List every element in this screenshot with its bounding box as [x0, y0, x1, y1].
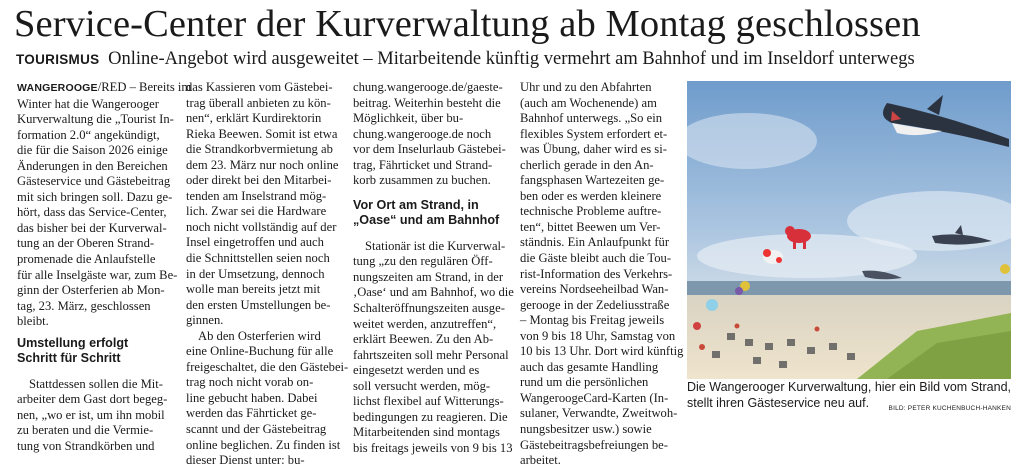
text-line: ben oder es werden kleinere — [520, 188, 662, 203]
text-line: lichst flexibel auf Witterungs- — [353, 394, 504, 409]
text-line: tung an der Oberen Strand- — [17, 236, 155, 251]
text-line — [17, 80, 192, 97]
text-line: (auch am Wochenende) am — [520, 95, 657, 110]
text-line: Mitarbeitenden sind montags — [353, 425, 500, 440]
text-line: tenden am Inselstrand mög- — [186, 188, 327, 203]
text-line: rist-Information des Verkehrs- — [520, 266, 673, 281]
text-line: fahrtszeiten soll mehr Personal — [353, 347, 509, 362]
text-line: gerooge in der Zedeliusstraße — [520, 297, 670, 312]
text-line: die für die Saison 2026 einige — [17, 143, 168, 158]
text-line: dieser Dienst unter: bu- — [186, 453, 305, 468]
text-line: lich. Zwar sei die Hardware — [186, 204, 327, 219]
text-line: ‚Oase‘ und am Bahnhof, wo die — [353, 285, 514, 300]
text-line: chung.wangerooge.de noch — [353, 126, 492, 141]
text-line: wolle man bereits jetzt mit — [186, 282, 321, 297]
text-line: Ab den Osterferien wird — [198, 328, 321, 343]
text-line: nungszeiten am Strand, in der — [353, 269, 504, 284]
text-line: flexibles System erfordert et- — [520, 126, 668, 141]
text-line: bleibt. — [17, 314, 49, 329]
text-line: eine Online-Buchung für alle — [186, 344, 334, 359]
text-line: was Übung, daher wird es si- — [520, 142, 667, 157]
text-line: nen, „wo er ist, um ihn mobil — [17, 407, 165, 422]
headline: Service-Center der Kurverwaltung ab Montag geschlossen — [14, 3, 921, 45]
text-line: Bahnhof unterwegs. „So ein — [520, 111, 662, 126]
text-line: tung von Strandkörben und — [17, 438, 155, 453]
text-line: Insel eingetroffen und auch — [186, 235, 324, 250]
text-line: arbeiter dem Gast dort begeg- — [17, 392, 168, 407]
photo-caption — [687, 380, 1011, 416]
subheadline-row — [16, 48, 1016, 71]
column-3 — [353, 80, 514, 456]
article-photo — [687, 81, 1011, 379]
text-line: online beglichen. Zu finden ist — [186, 437, 341, 452]
text-line: Gästebeitragsbefreiungen be- — [520, 437, 668, 452]
text-line: Kurverwaltung die „Tourist In- — [17, 112, 174, 127]
text-line: freigeschaltet, die den Gästebei- — [186, 359, 349, 374]
text-line: trag, Fährticket und Strand- — [353, 157, 493, 172]
subhead-umstellung — [17, 336, 173, 367]
text-line: Möglichkeit, über bu- — [353, 111, 464, 126]
text-line: weitet werden, anzutreffen“, — [353, 316, 497, 331]
col1-body-b — [17, 377, 173, 455]
text-line: hört, dass das Service-Center, — [17, 205, 167, 220]
text-line: line gebucht haben. Dabei — [186, 390, 318, 405]
text-line: promenade die Anlaufstelle — [17, 252, 156, 267]
text-line: werden das Fährticket ge- — [186, 406, 317, 421]
text-line: „Oase“ und am Bahnhof — [353, 213, 500, 228]
text-line: bedingungen zu reagieren. Die — [353, 409, 508, 424]
text-line: Umstellung erfolgt — [17, 335, 129, 350]
text-line: trag überall anbieten zu kön- — [186, 95, 331, 110]
text-line: zu beraten und die Vermie- — [17, 423, 154, 438]
text-line: für alle Inselgäste war, zum Be- — [17, 267, 178, 282]
text-line: rund um die persönlichen — [520, 375, 649, 390]
text-line: Uhr und zu den Abfahrten — [520, 80, 652, 94]
text-line: dem 23. März nur noch online — [186, 157, 339, 172]
text-line: scannt und der Gästebeitrag — [186, 422, 327, 437]
dateline: WANGEROOGE — [17, 82, 98, 94]
text-line: formation 2.0“ angekündigt, — [17, 127, 160, 142]
text-line: 10 bis 13 Uhr. Dort wird künftig — [520, 344, 684, 359]
text-line: WangeroogeCard-Karten (In- — [520, 390, 669, 405]
text-line: technische Probleme auftre- — [520, 204, 662, 219]
photo-credit: BILD: PETER KUCHENBUCH-HANKEN — [888, 404, 1011, 412]
text-line: Vor Ort am Strand, in — [353, 197, 479, 212]
text-line: – Montag bis Freitag jeweils — [520, 313, 665, 328]
text-line: ginn der Osterferien ab Mon- — [17, 283, 165, 298]
text-line: cherlich gerade in den An- — [520, 157, 654, 172]
text-line: ständnis. Ein Anlaufpunkt für — [520, 235, 670, 250]
text-line: noch nicht vollständig auf der — [186, 219, 337, 234]
text-line: trag noch nicht vorab on- — [186, 375, 314, 390]
text-line: Gästeservice und Gästebeitrag — [17, 174, 171, 189]
beach-kites-photo — [687, 81, 1011, 379]
text-line: Winter hat die Wangerooger — [17, 96, 159, 111]
text-line: Schritt für Schritt — [17, 351, 121, 366]
text-line: fangsphasen Wartezeiten ge- — [520, 173, 665, 188]
text-line: soll versucht werden, mög- — [353, 378, 491, 393]
text-line: beitrag. Weiterhin besteht die — [353, 95, 501, 110]
text-line: die Schnittstellen seien noch — [186, 251, 330, 266]
col1-body — [17, 80, 192, 330]
col3-body-b — [353, 238, 514, 457]
text-line: Stattdessen sollen die Mit- — [29, 376, 163, 391]
text-line: arbeitet. — [520, 453, 561, 468]
text-line: von 9 bis 18 Uhr, Samstag von — [520, 328, 676, 343]
text-line: auch das gesamte Handling — [520, 359, 659, 374]
text-line: nungsbesitzer usw.) sowie — [520, 422, 652, 437]
text-line: tung „zu den regulären Öff- — [353, 254, 493, 269]
text-line: ten“, bittet Beewen um Ver- — [520, 219, 661, 234]
subheadline: Online-Angebot wird ausgeweitet – Mitarbeitende künftig vermehrt am Bahnhof und im Inseldorf unterwegs — [108, 49, 915, 69]
caption-text: Die Wangerooger Kurverwaltung, hier ein Bild vom Strand, stellt ihren Gästeservice neu auf. — [687, 380, 1011, 410]
text-line: /RED – Bereits im — [97, 80, 192, 94]
text-line: vereins Nordseeheilbad Wan- — [520, 282, 669, 297]
col3-body — [353, 80, 509, 189]
text-line: Rieka Beewen. Somit ist etwa — [186, 126, 338, 141]
text-line: Änderungen in den Bereichen — [17, 158, 168, 173]
text-line: mit sich bringen soll. Dazu ge- — [17, 189, 173, 204]
text-line: vor dem Inselurlaub Gästebei- — [353, 142, 506, 157]
text-line: nen“, erklärt Kurdirektorin — [186, 111, 322, 126]
text-line: eingesetzt werden und es — [353, 363, 480, 378]
text-line: tag, 23. März, geschlossen — [17, 298, 151, 313]
text-line: sulaner, Verwandte, Zweitwoh- — [520, 406, 678, 421]
column-2 — [186, 80, 349, 469]
text-line: chung.wangerooge.de/gaeste- — [353, 80, 503, 94]
text-line: Schalteröffnungszeiten ausge- — [353, 301, 505, 316]
column-4 — [520, 80, 684, 469]
text-line: Stationär ist die Kurverwal- — [365, 238, 506, 253]
kicker: TOURISMUS — [16, 52, 100, 67]
text-line: ginnen. — [186, 313, 224, 328]
text-line: die Strandkorbvermietung ab — [186, 142, 333, 157]
text-line: das Kassieren vom Gästebei- — [186, 80, 333, 94]
text-line: den ersten Umstellungen be- — [186, 297, 331, 312]
subhead-vor-ort — [353, 198, 509, 229]
text-line: das bisher bei der Kurverwal- — [17, 220, 167, 235]
text-line: die Gäste bleibt auch die Tou- — [520, 251, 672, 266]
column-1 — [17, 80, 192, 454]
text-line: erklärt Beewen. Zu den Ab- — [353, 332, 494, 347]
text-line: bis freitags jeweils von 9 bis 13 — [353, 440, 513, 455]
text-line: korb zusammen zu buchen. — [353, 173, 491, 188]
text-line: oder direkt bei den Mitarbei- — [186, 173, 332, 188]
text-line: in der Umsetzung, dennoch — [186, 266, 325, 281]
